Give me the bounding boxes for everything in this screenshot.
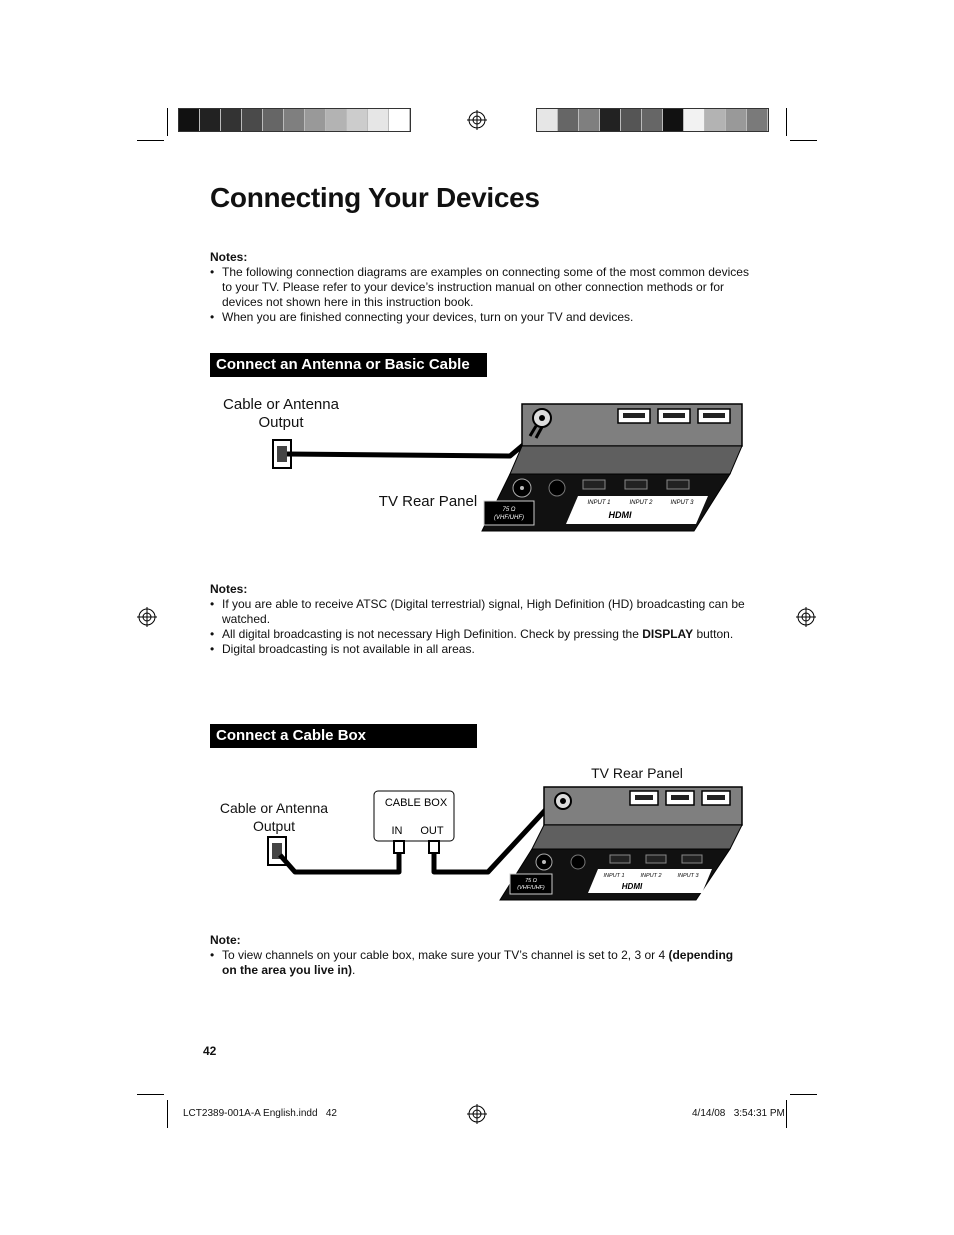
crop-mark	[786, 108, 787, 136]
display-button-name: DISPLAY	[642, 627, 694, 641]
cable-box-in-label: IN	[391, 825, 403, 837]
input-label: INPUT 2	[640, 873, 662, 879]
footer-file-name: LCT2389-001A-A English.indd 42	[183, 1108, 337, 1119]
input-label: INPUT 1	[587, 500, 611, 506]
list-item: • The following connection diagrams are examples on connecting some of the most common devices to your TV. Please refer to your device’s instruction manual on other connection methods or for devices not shown here in this instruction book.	[210, 265, 750, 310]
color-swatch	[305, 109, 326, 131]
crop-mark	[786, 1100, 787, 1128]
notes-heading: Notes:	[210, 250, 248, 264]
note-text: To view channels on your cable box, make sure your TV’s channel is set to 2, 3 or 4	[222, 948, 669, 962]
label-line: Output	[252, 818, 296, 834]
cable-box-connection-diagram	[260, 785, 750, 905]
crop-mark	[790, 1094, 817, 1095]
color-swatch	[284, 109, 305, 131]
crop-mark	[790, 140, 817, 141]
antenna-connection-diagram	[260, 400, 750, 540]
registration-mark-icon	[796, 607, 816, 627]
notes-block	[210, 933, 750, 978]
note-text: button.	[693, 627, 734, 641]
list-item: • If you are able to receive ATSC (Digital terrestrial) signal, High Definition (HD) broadcasting can be watched.	[210, 597, 750, 627]
color-swatch	[242, 109, 263, 131]
notes-heading: Notes:	[210, 582, 248, 596]
input-label: INPUT 3	[670, 500, 694, 506]
color-swatch	[558, 109, 579, 131]
color-swatch	[368, 109, 389, 131]
registration-mark-icon	[137, 607, 157, 627]
note-bold-text: (depending on the area you live in)	[222, 948, 734, 977]
footer-timestamp: 4/14/08 3:54:31 PM	[692, 1108, 785, 1119]
color-swatch	[747, 109, 768, 131]
registration-mark-icon	[467, 110, 487, 130]
antenna-port-label: 75 Ω	[502, 507, 516, 513]
list-item: • Digital broadcasting is not available in all areas.	[210, 642, 750, 657]
color-swatch	[579, 109, 600, 131]
color-swatch	[347, 109, 368, 131]
hdmi-logo: HDMI	[608, 510, 632, 520]
page-number: 42	[203, 1044, 217, 1058]
color-swatch	[684, 109, 705, 131]
color-swatch	[642, 109, 663, 131]
antenna-port-label: (VHF/UHF)	[494, 515, 524, 521]
hdmi-logo: HDMI	[621, 882, 643, 891]
color-swatch	[663, 109, 684, 131]
color-swatch	[221, 109, 242, 131]
antenna-port-label: 75 Ω	[525, 878, 537, 884]
cable-box-label: CABLE BOX	[384, 797, 448, 809]
registration-mark-icon	[467, 1104, 487, 1124]
notes-heading: Note:	[210, 933, 241, 947]
tv-rear-panel-label: TV Rear Panel	[378, 493, 478, 510]
antenna-port-label: (VHF/UHF)	[517, 885, 545, 891]
color-bar-left	[178, 108, 411, 132]
note-text: .	[352, 963, 356, 977]
crop-mark	[167, 108, 168, 136]
color-swatch	[705, 109, 726, 131]
notes-block	[210, 250, 750, 325]
notes-block	[210, 582, 750, 657]
section-heading: Connect an Antenna or Basic Cable	[210, 353, 487, 377]
color-swatch	[600, 109, 621, 131]
color-swatch	[537, 109, 558, 131]
page-title: Connecting Your Devices	[210, 182, 540, 213]
input-label: INPUT 2	[629, 500, 653, 506]
color-swatch	[200, 109, 221, 131]
input-label: INPUT 1	[603, 873, 625, 879]
cable-box-out-label: OUT	[420, 825, 444, 837]
color-swatch	[179, 109, 200, 131]
label-line: Output	[258, 414, 304, 431]
crop-mark	[137, 1094, 164, 1095]
color-bar-right	[536, 108, 769, 132]
list-item	[210, 948, 750, 978]
color-swatch	[726, 109, 747, 131]
list-item: • When you are finished connecting your devices, turn on your TV and devices.	[210, 310, 750, 325]
label-line: Cable or Antenna	[219, 800, 329, 816]
color-swatch	[263, 109, 284, 131]
list-item	[210, 627, 750, 642]
crop-mark	[137, 140, 164, 141]
color-swatch	[389, 109, 410, 131]
note-text: All digital broadcasting is not necessary High Definition. Check by pressing the	[222, 627, 643, 641]
color-swatch	[621, 109, 642, 131]
color-swatch	[326, 109, 347, 131]
input-label: INPUT 3	[677, 873, 699, 879]
crop-mark	[167, 1100, 168, 1128]
section-heading: Connect a Cable Box	[210, 724, 477, 748]
label-line: Cable or Antenna	[223, 396, 339, 413]
tv-rear-panel-label: TV Rear Panel	[591, 765, 683, 781]
